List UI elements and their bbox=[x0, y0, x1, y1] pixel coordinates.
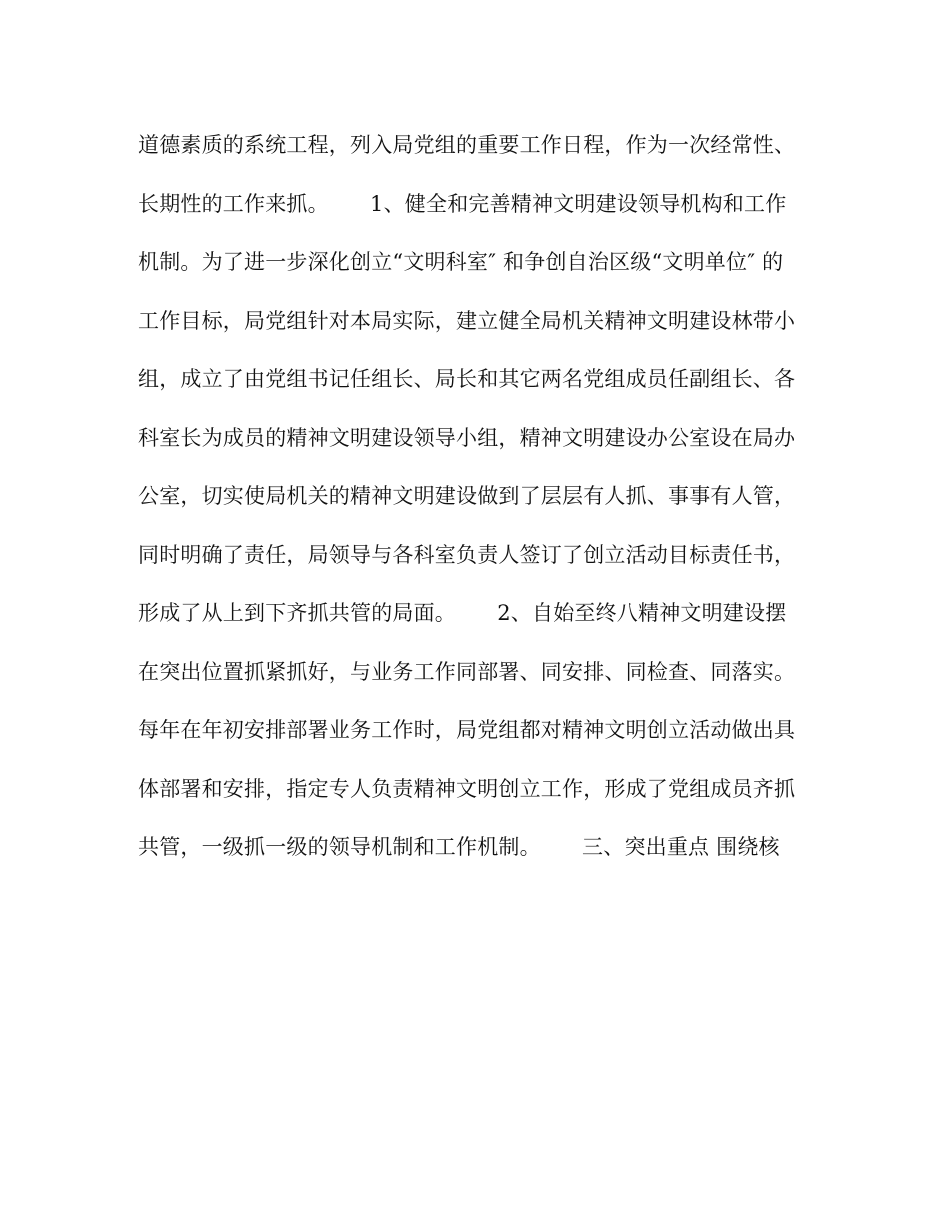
text-line-5: 组，成立了由党组书记任组长、局长和其它两名党组成员任副组长、各 bbox=[138, 367, 796, 391]
text-line-6: 科室长为成员的精神文明建设领导小组，精神文明建设办公室设在局办 bbox=[138, 425, 796, 450]
text-line-9: 形成了从上到下齐抓共管的局面。 2、自始至终八精神文明建设摆 bbox=[138, 601, 787, 625]
text-line-12: 体部署和安排，指定专人负责精神文明创立工作，形成了党组成员齐抓 bbox=[138, 776, 796, 801]
body-text bbox=[138, 128, 818, 889]
text-line-3: 机制。为了进一步深化创立“文明科室″ 和争创自治区级“文明单位″ 的 bbox=[138, 250, 784, 274]
text-line-13: 共管，一级抓一级的领导机制和工作机制。 三、突出重点 围绕核 bbox=[138, 835, 780, 859]
text-line-7: 公室，切实使局机关的精神文明建设做到了层层有人抓、事事有人管， bbox=[138, 484, 796, 508]
text-line-10: 在突出位置抓紧抓好，与业务工作同部署、同安排、同检查、同落实。 bbox=[138, 659, 796, 684]
text-line-8: 同时明确了责任，局领导与各科室负责人签订了创立活动目标责任书， bbox=[138, 542, 796, 567]
text-line-1: 道德素质的系统工程，列入局党组的重要工作日程，作为一次经常性、 bbox=[138, 133, 796, 157]
text-line-4: 工作目标，局党组针对本局实际，建立健全局机关精神文明建设林带小 bbox=[138, 308, 796, 333]
text-line-2: 长期性的工作来抓。 1、健全和完善精神文明建设领导机构和工作 bbox=[138, 191, 787, 216]
text-line-11: 每年在年初安排部署业务工作时，局党组都对精神文明创立活动做出具 bbox=[138, 718, 796, 742]
